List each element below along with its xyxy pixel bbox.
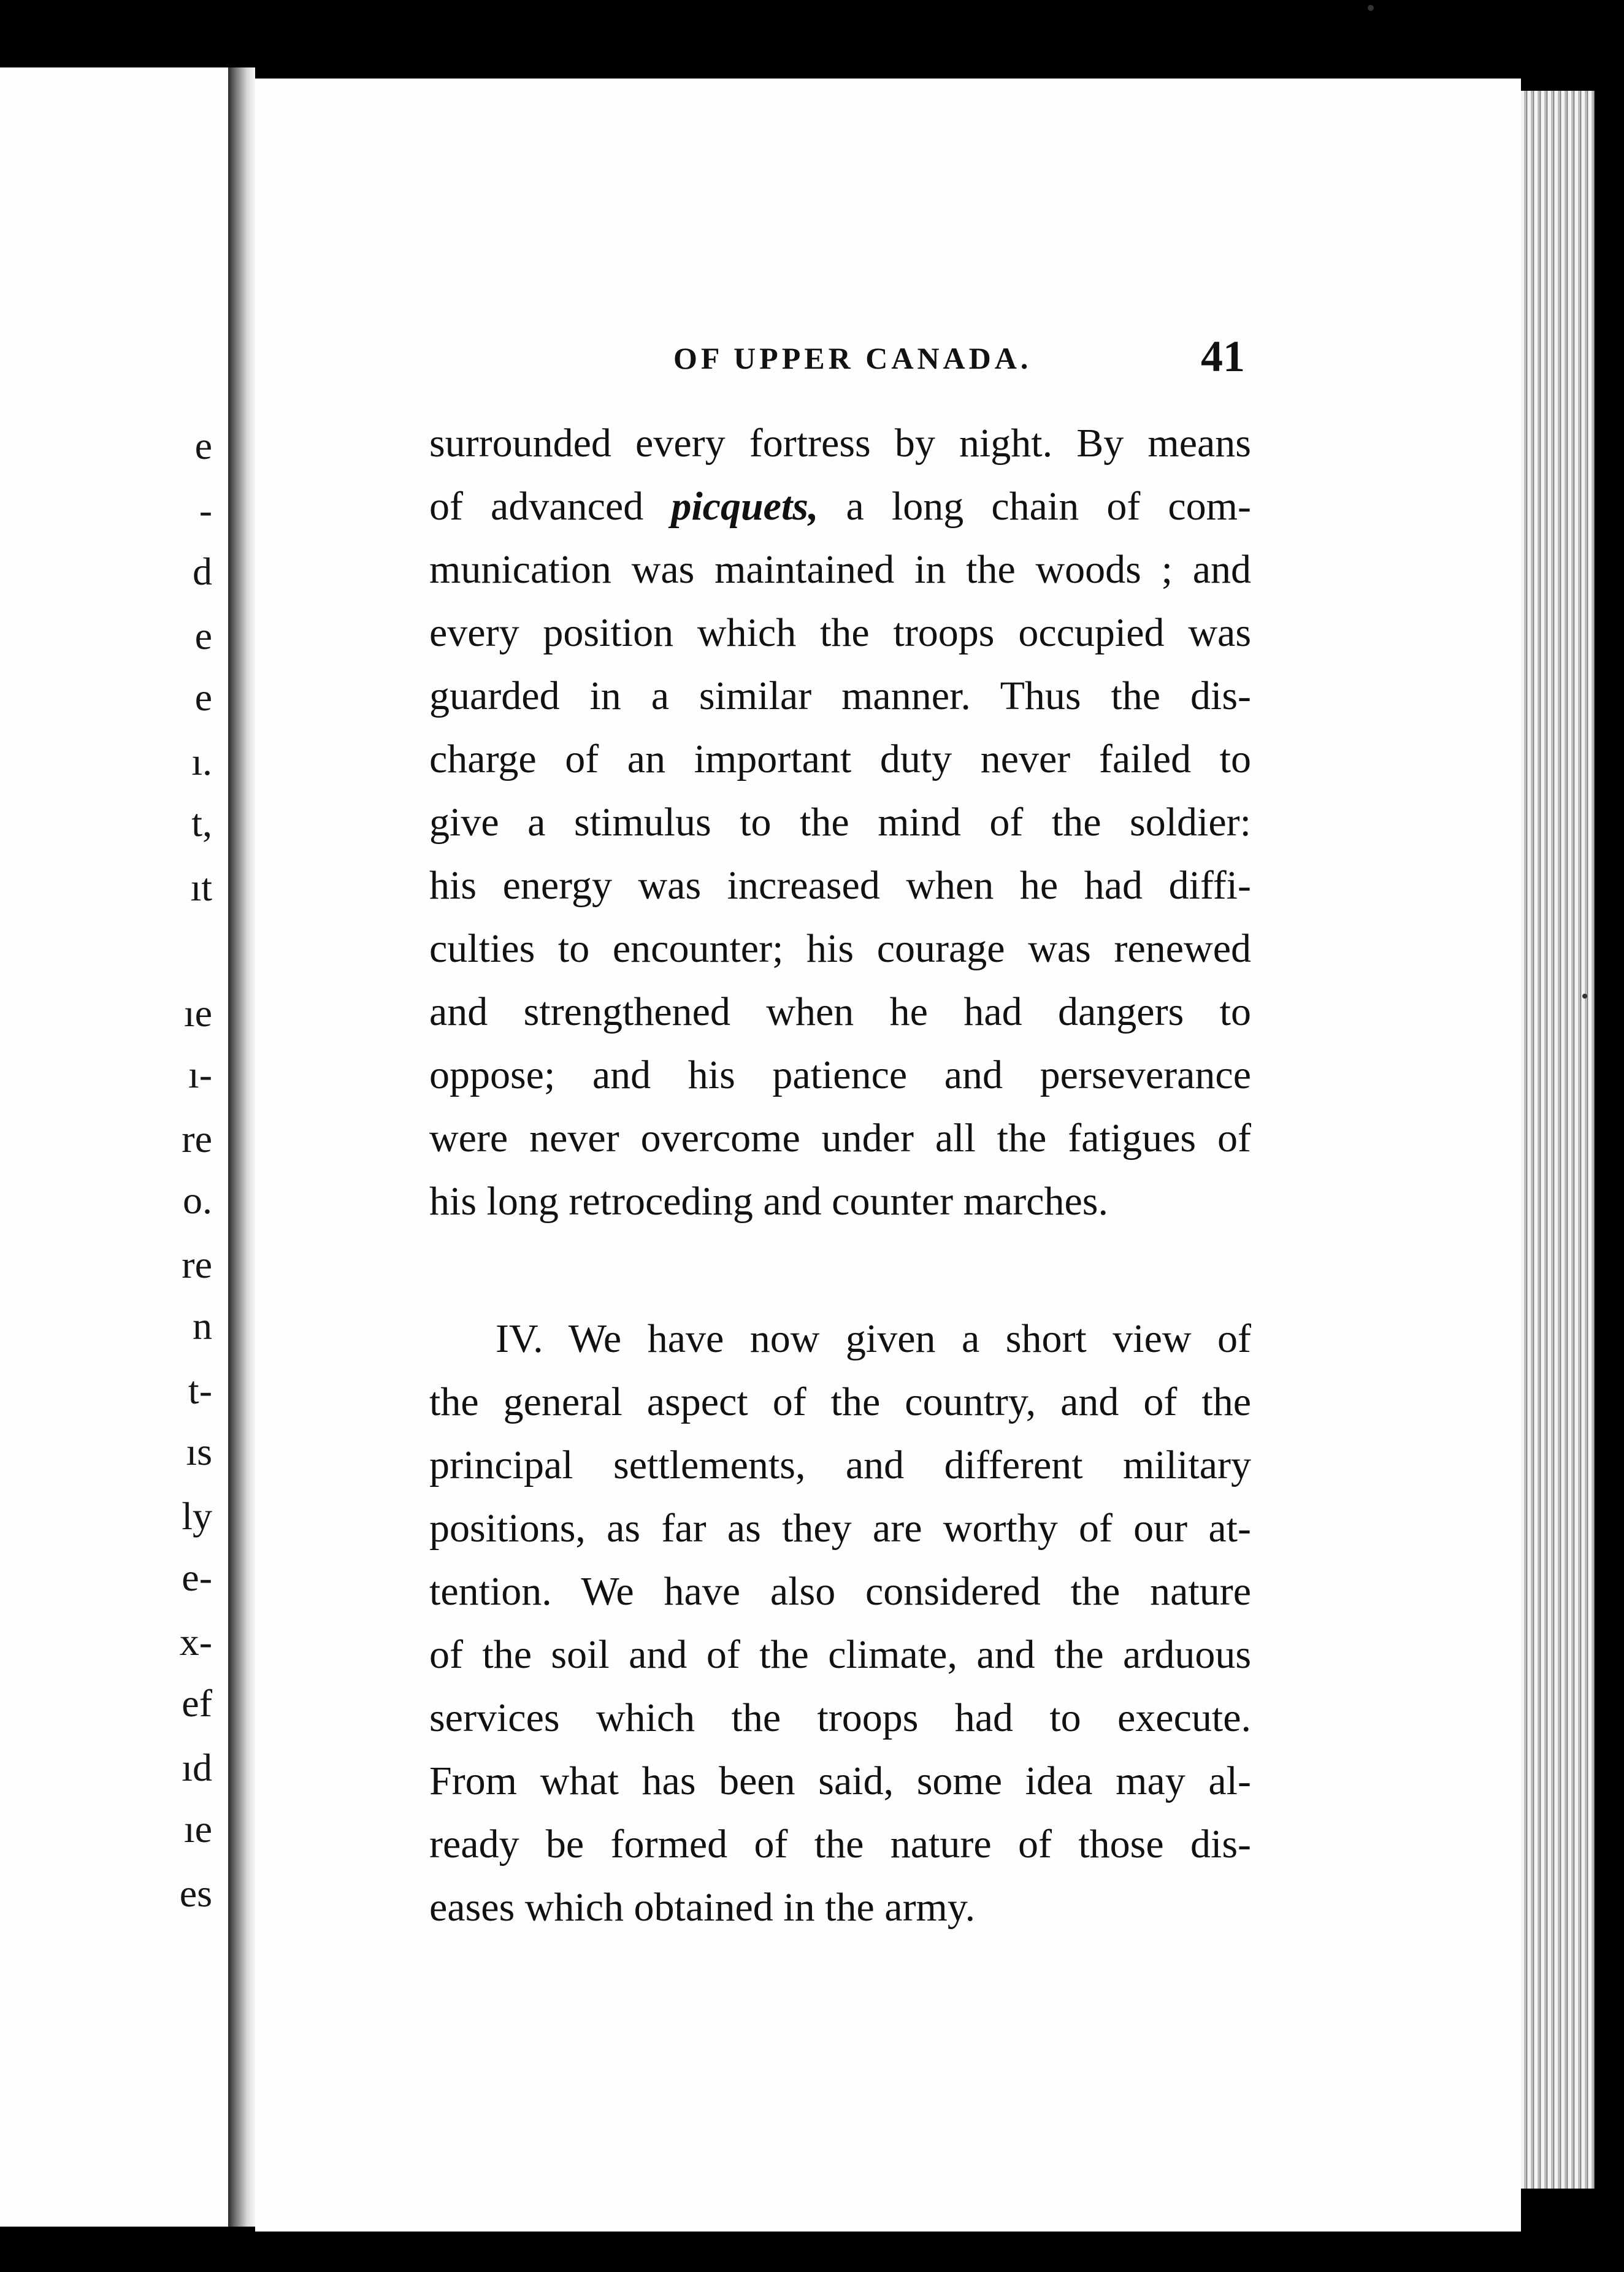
text-line: principal settlements, and different military xyxy=(429,1443,1251,1487)
text-line: charge of an important duty never failed to xyxy=(429,737,1251,781)
facing-page-fragment: ıd xyxy=(182,1746,212,1789)
facing-page-fragment: ı. xyxy=(191,740,212,783)
text-line xyxy=(429,486,1251,527)
text-line: services which the troops had to execute. xyxy=(429,1695,1251,1740)
facing-page-fragment: re xyxy=(182,1243,212,1286)
facing-page-fragment: d xyxy=(193,550,212,593)
scan-speck xyxy=(1368,5,1374,11)
facing-page-fragment: e xyxy=(194,424,212,467)
text-line: positions, as far as they are worthy of our at- xyxy=(429,1506,1251,1551)
scan-speck xyxy=(1582,994,1587,999)
facing-page-fragment: ı- xyxy=(188,1053,212,1096)
page-edges xyxy=(1521,91,1595,2189)
facing-page-fragment: t, xyxy=(191,801,212,845)
text-span: a long chain of com- xyxy=(846,484,1251,529)
facing-page-fragment: e xyxy=(194,614,212,658)
facing-page xyxy=(0,67,228,2227)
book-gutter xyxy=(228,67,255,2227)
facing-page-fragment: ef xyxy=(182,1681,212,1725)
text-line: give a stimulus to the mind of the soldier: xyxy=(429,800,1251,845)
facing-page-fragment: ly xyxy=(182,1494,212,1538)
text-line: surrounded every fortress by night. By means xyxy=(429,421,1251,466)
facing-page-fragment: e- xyxy=(182,1556,212,1599)
text-line: ready be formed of the nature of those dis- xyxy=(429,1822,1251,1867)
text-line: IV. We have now given a short view of xyxy=(496,1316,1251,1361)
text-line: culties to encounter; his courage was renewed xyxy=(429,926,1251,971)
text-line: his long retroceding and counter marches. xyxy=(429,1179,1108,1224)
text-line: From what has been said, some idea may al- xyxy=(429,1759,1251,1803)
page-number: 41 xyxy=(1201,332,1245,381)
text-line: the general aspect of the country, and of the xyxy=(429,1380,1251,1424)
facing-page-fragment: ıe xyxy=(183,991,212,1035)
text-line: of the soil and of the climate, and the arduous xyxy=(429,1632,1251,1677)
facing-page-fragment: ıs xyxy=(186,1430,212,1473)
text-line: guarded in a similar manner. Thus the dis- xyxy=(429,674,1251,718)
text-line: munication was maintained in the woods ; and xyxy=(429,547,1251,592)
text-line: tention. We have also considered the nature xyxy=(429,1569,1251,1614)
text-line: every position which the troops occupied was xyxy=(429,610,1251,655)
facing-page-fragment: e xyxy=(194,675,212,719)
facing-page-fragment: t- xyxy=(188,1368,212,1412)
facing-page-fragment: re xyxy=(182,1117,212,1161)
facing-page-fragment: x- xyxy=(179,1620,212,1664)
facing-page-fragment: n xyxy=(193,1304,212,1348)
text-span: of advanced xyxy=(429,484,644,529)
text-line: oppose; and his patience and perseverance xyxy=(429,1053,1251,1097)
text-line: and strengthened when he had dangers to xyxy=(429,989,1251,1034)
facing-page-fragment: es xyxy=(179,1871,212,1915)
facing-page-fragment: o. xyxy=(183,1178,212,1222)
running-head: OF UPPER CANADA. xyxy=(673,341,1032,375)
text-line: eases which obtained in the army. xyxy=(429,1885,976,1930)
facing-page-fragment: ıt xyxy=(190,865,212,909)
facing-page-fragment: - xyxy=(199,488,212,532)
text-line: his energy was increased when he had diffi- xyxy=(429,863,1251,908)
text-line: were never overcome under all the fatigues of xyxy=(429,1116,1251,1161)
italic-term: picquets, xyxy=(671,484,819,529)
facing-page-fragment: ıe xyxy=(183,1807,212,1851)
